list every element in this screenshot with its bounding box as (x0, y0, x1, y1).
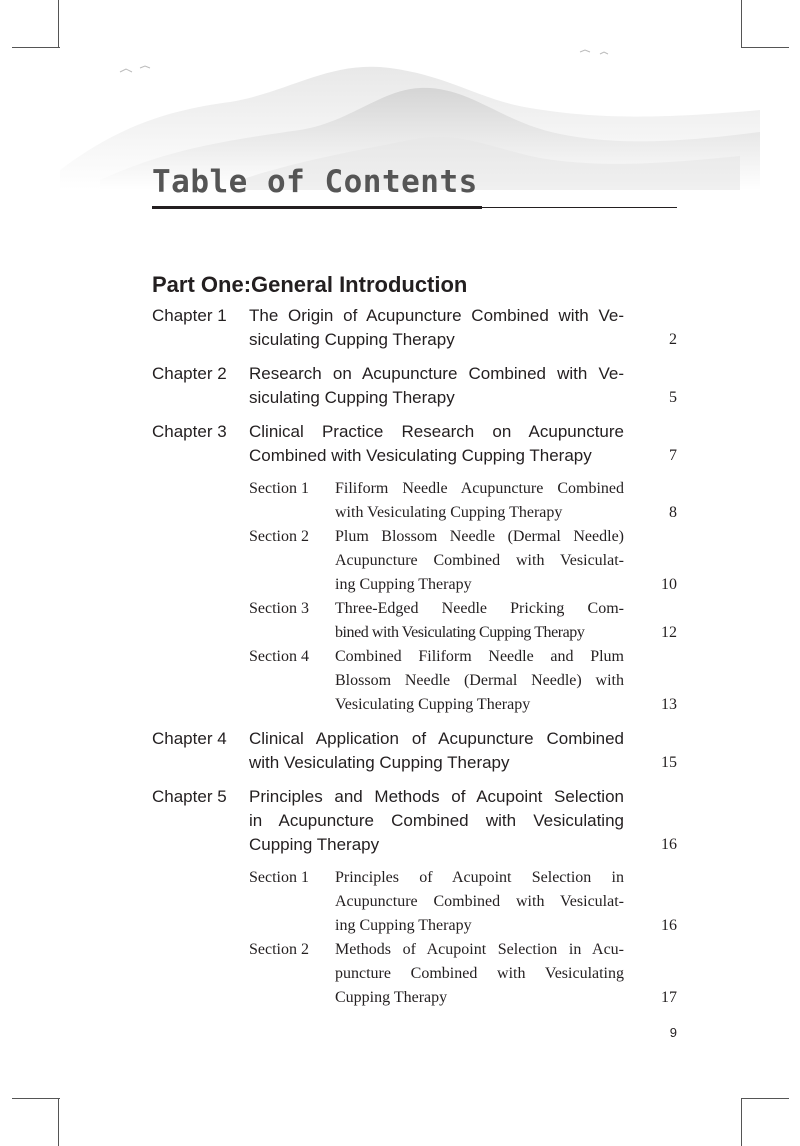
page-ref: 10 (661, 576, 677, 593)
section-title-line: with Vesiculating Cupping Therapy (335, 504, 563, 521)
page-title: Table of Contents (152, 164, 478, 200)
section-title-line: Acupuncture Combined with Vesiculat- (335, 893, 624, 910)
page-ref: 7 (669, 447, 677, 464)
section-title-line: Vesiculating Cupping Therapy (335, 696, 531, 713)
page-number: 9 (669, 1025, 677, 1040)
chapter-title-line: with Vesiculating Cupping Therapy (249, 753, 510, 772)
crop-mark (741, 1098, 742, 1146)
page-ref: 13 (661, 696, 677, 713)
chapter-title-line: Principles and Methods of Acupoint Selection (249, 787, 624, 806)
page-ref: 17 (661, 989, 677, 1006)
section-label: Section 2 (249, 941, 309, 958)
section-title-line: Blossom Needle (Dermal Needle) with (335, 672, 624, 689)
chapter-label: Chapter 5 (152, 787, 227, 806)
section-label: Section 1 (249, 480, 309, 497)
chapter-title-line: Combined with Vesiculating Cupping Therapy (249, 446, 592, 465)
page-ref: 12 (661, 624, 677, 641)
section-label: Section 2 (249, 528, 309, 545)
section-title-line: Filiform Needle Acupuncture Combined (335, 480, 624, 497)
section-title-line: Combined Filiform Needle and Plum (335, 648, 624, 665)
chapter-label: Chapter 2 (152, 364, 227, 383)
chapter-title-line: siculating Cupping Therapy (249, 388, 455, 407)
crop-mark (58, 0, 59, 48)
section-title-line: Principles of Acupoint Selection in (335, 869, 624, 886)
page-ref: 16 (661, 836, 677, 853)
section-title-line: Plum Blossom Needle (Dermal Needle) (335, 528, 624, 545)
chapter-title-line: Clinical Application of Acupuncture Combined (249, 729, 624, 748)
page-ref: 15 (661, 754, 677, 771)
chapter-title-line: siculating Cupping Therapy (249, 330, 455, 349)
chapter-label: Chapter 4 (152, 729, 227, 748)
section-title-line: puncture Combined with Vesiculating (335, 965, 624, 982)
section-title-line: Acupuncture Combined with Vesiculat- (335, 552, 624, 569)
chapter-title-line: Research on Acupuncture Combined with Ve- (249, 364, 624, 383)
crop-mark (58, 1098, 59, 1146)
crop-mark (741, 1098, 789, 1099)
section-title-line: Cupping Therapy (335, 989, 448, 1006)
page-ref: 5 (669, 389, 677, 406)
chapter-title-line: Cupping Therapy (249, 835, 380, 854)
part-heading: Part One:General Introduction (152, 272, 468, 297)
title-rule-accent (152, 206, 482, 209)
chapter-title-line: in Acupuncture Combined with Vesiculating (249, 811, 624, 830)
chapter-title-line: The Origin of Acupuncture Combined with Ve- (249, 306, 624, 325)
crop-mark (12, 47, 60, 48)
chapter-label: Chapter 1 (152, 306, 227, 325)
section-title-line: ing Cupping Therapy (335, 917, 472, 934)
section-label: Section 3 (249, 600, 309, 617)
page-ref: 8 (669, 504, 677, 521)
chapter-title-line: Clinical Practice Research on Acupuncture (249, 422, 624, 441)
page-ref: 16 (661, 917, 677, 934)
section-label: Section 1 (249, 869, 309, 886)
section-title-line: ing Cupping Therapy (335, 576, 472, 593)
chapter-label: Chapter 3 (152, 422, 227, 441)
page-ref: 2 (669, 331, 677, 348)
section-label: Section 4 (249, 648, 309, 665)
section-title-line: bined with Vesiculating Cupping Therapy (335, 624, 585, 641)
section-title-line: Three-Edged Needle Pricking Com- (335, 600, 624, 617)
crop-mark (12, 1098, 60, 1099)
section-title-line: Methods of Acupoint Selection in Acu- (335, 941, 624, 958)
